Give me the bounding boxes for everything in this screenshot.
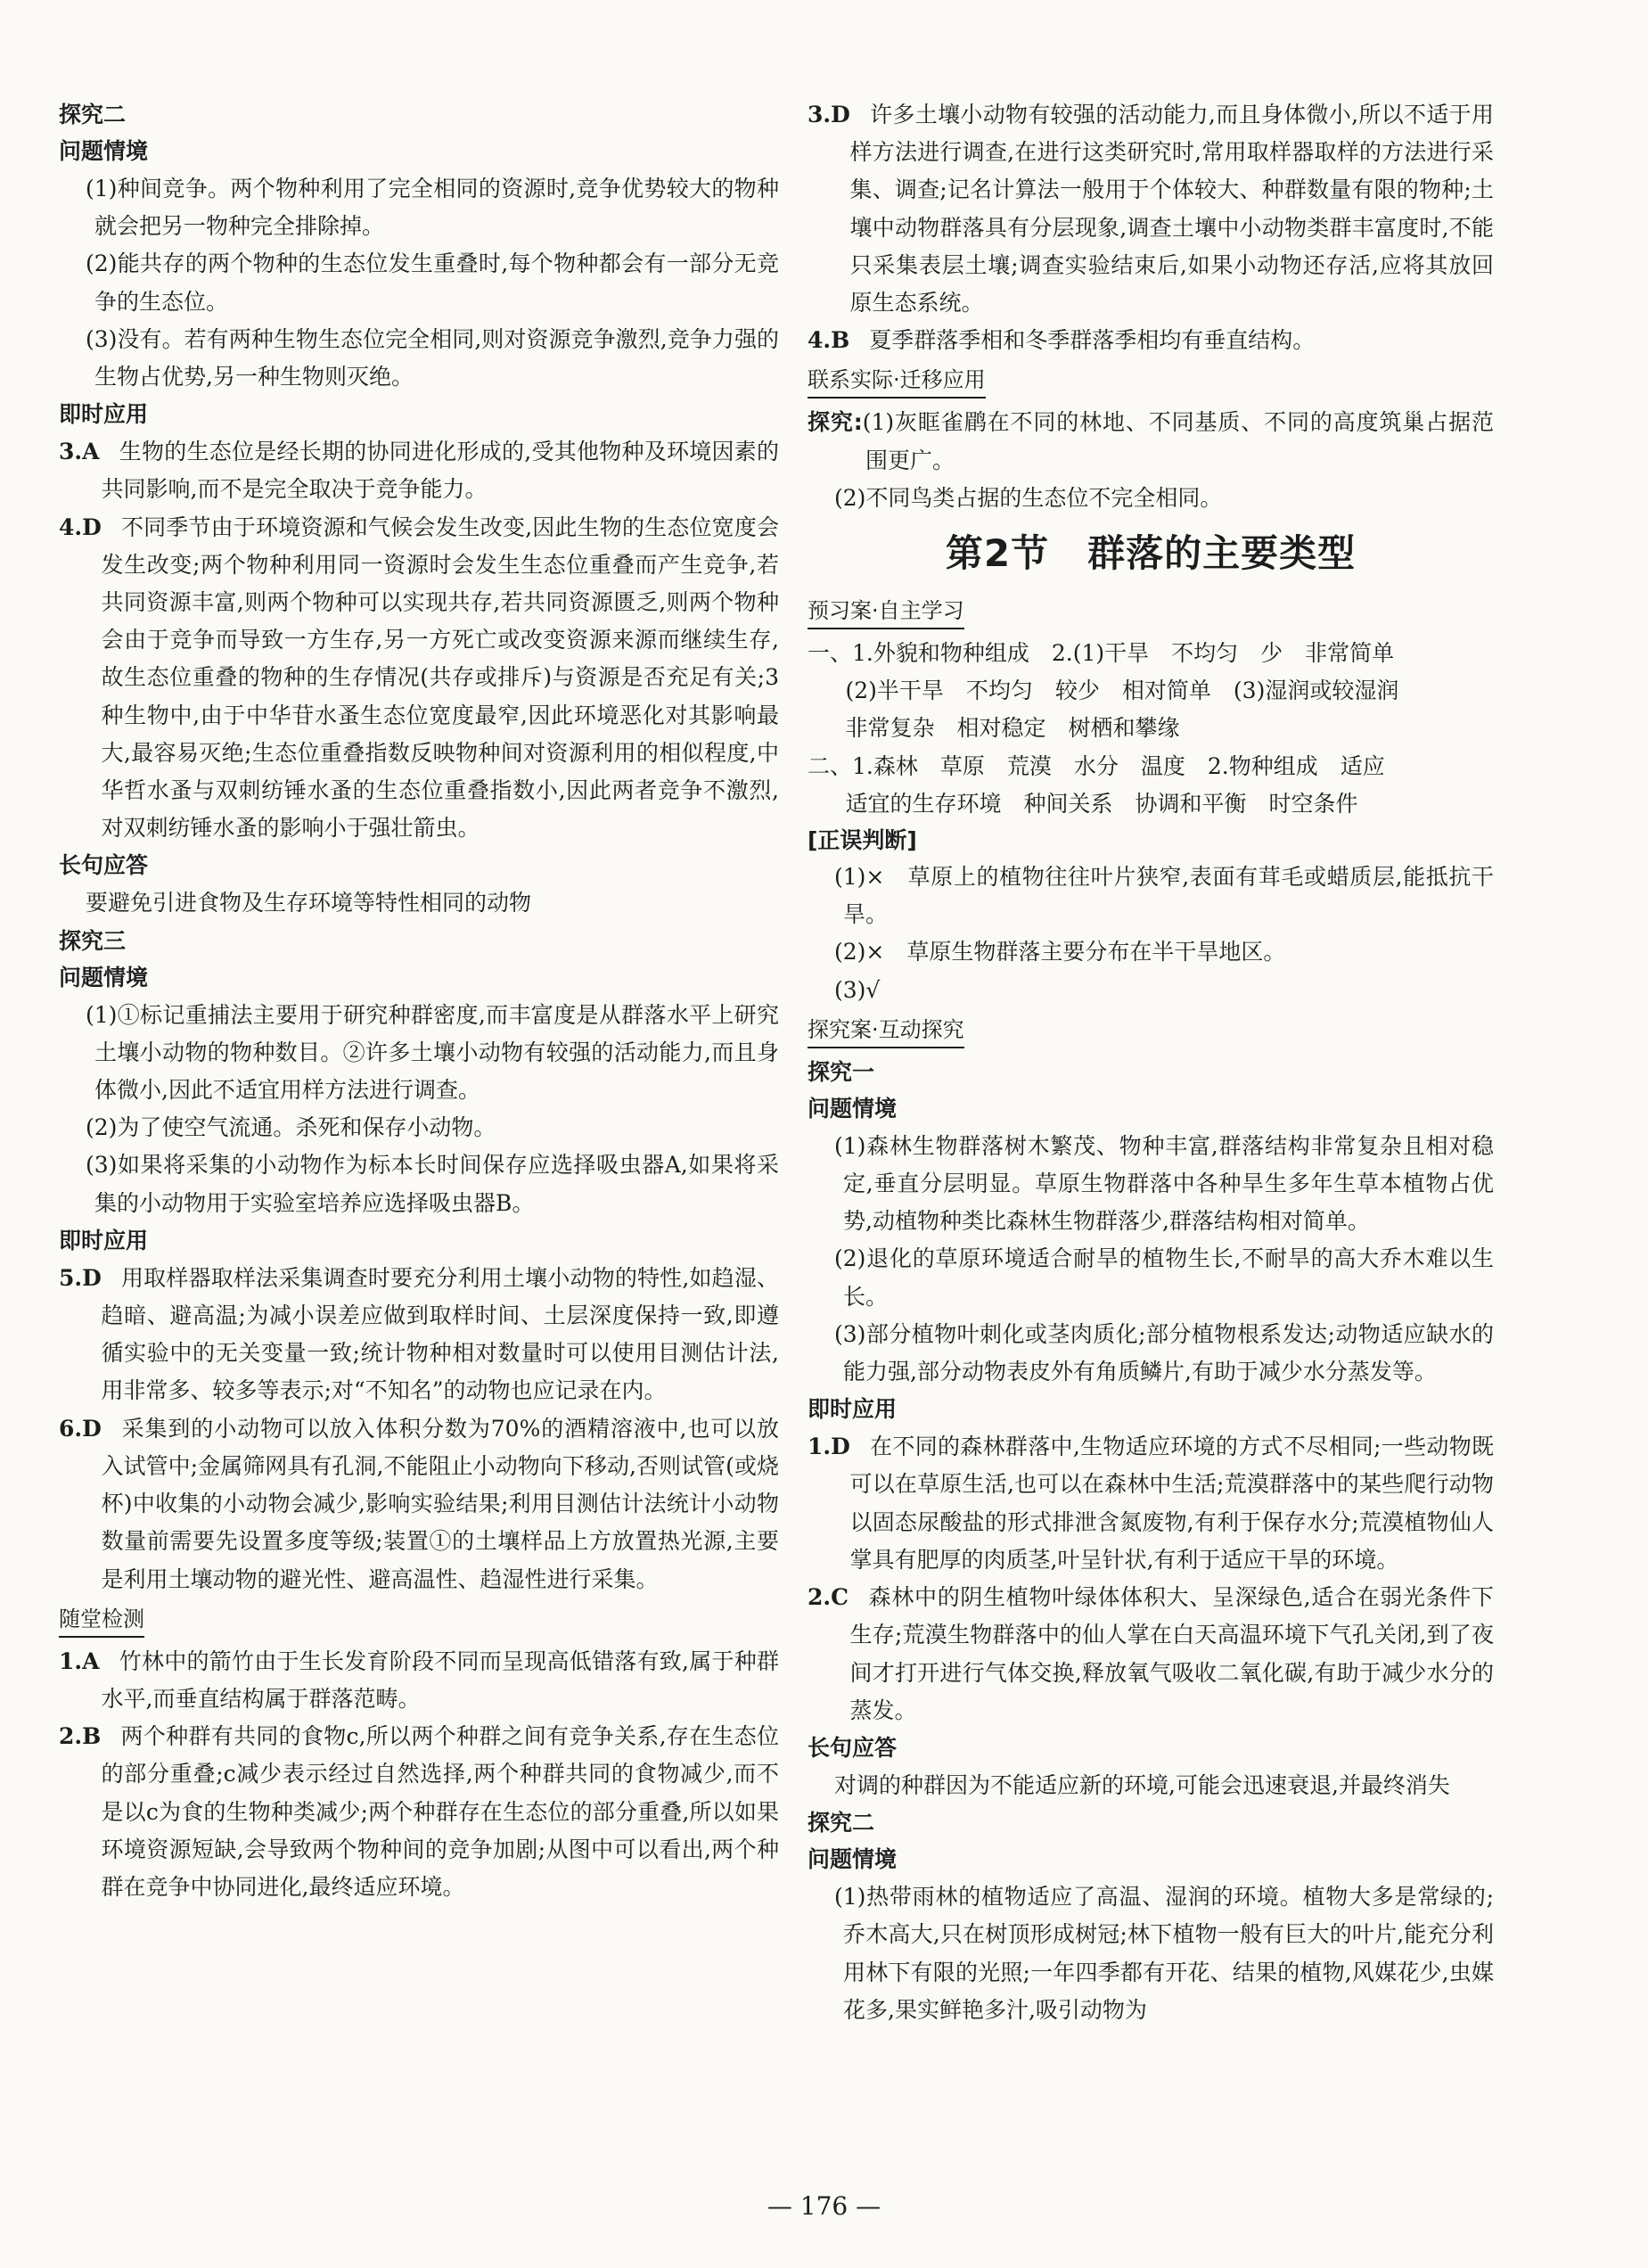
answer-number: 4.B <box>808 327 850 354</box>
answer-item <box>808 322 1494 359</box>
answer-number: 4.D <box>59 514 102 540</box>
answer-text: 生物的生态位是经长期的协同进化形成的,受其他物种及环境因素的共同影响,而不是完全取决于竞争能力。 <box>101 439 779 503</box>
paragraph: (3)如果将采集的小动物作为标本长时间保存应选择吸虫器A,如果将采集的小动物用于实验室培养应选择吸虫器B。 <box>86 1152 779 1216</box>
heading-explore2: 探究二 <box>59 102 127 127</box>
answer-item <box>808 1428 1494 1579</box>
paragraph: (1)①标记重捕法主要用于研究种群密度,而丰富度是从群落水平上研究土壤小动物的物种数目。②许多土壤小动物有较强的活动能力,而且身体微小,因此不适宜用样方法进行调查。 <box>86 1001 779 1104</box>
paragraph-text: (1)灰眶雀鹛在不同的林地、不同基质、不同的高度筑巢占据范围更广。 <box>862 409 1495 473</box>
paragraph: (3)√ <box>834 976 881 1003</box>
answer-number: 3.A <box>59 439 100 465</box>
answer-number: 3.D <box>808 102 850 127</box>
heading-explore1: 探究一 <box>808 1058 875 1085</box>
paragraph: (3)没有。若有两种生物生态位完全相同,则对资源竞争激烈,竞争力强的生物占优势,另一种生物则灭绝。 <box>86 325 779 390</box>
preview-row: 一、1.外貌和物种组成 2.(1)干旱 不均匀 少 非常简单 <box>808 640 1395 667</box>
answer-item <box>59 1643 779 1718</box>
answer-item <box>808 96 1494 322</box>
preview-row: 非常复杂 相对稳定 树栖和攀缘 <box>845 715 1180 742</box>
answer-text: 在不同的森林群落中,生物适应环境的方式不尽相同;一些动物既可以在草原生活,也可以在森林中生活;荒漠群落中的某些爬行动物以固态尿酸盐的形式排泄含氮废物,有利于保存水分;荒漠植物仙人掌具有肥厚的肉质茎,叶呈针状,有利于适应干旱的环境。 <box>849 1434 1494 1573</box>
paragraph: (1)森林生物群落树木繁茂、物种丰富,群落结构非常复杂且相对稳定,垂直分层明显。草原生物群落中各种旱生多年生草本植物占优势,动植物种类比森林生物群落少,群落结构相对简单。 <box>834 1132 1494 1235</box>
preview-row: 适宜的生存环境 种间关系 协调和平衡 时空条件 <box>845 790 1358 817</box>
paragraph: (1)种间竞争。两个物种利用了完全相同的资源时,竞争优势较大的物种就会把另一物种完全排除掉。 <box>86 176 779 240</box>
right-column <box>808 96 1494 2029</box>
answer-text: 不同季节由于环境资源和气候会发生改变,因此生物的生态位宽度会发生改变;两个物种利用同一资源时会发生生态位重叠而产生竞争,若共同资源丰富,则两个物种可以实现共存,若共同资源匮乏,则两个物种会由于竞争而导致一方生存,另一方死亡或改变资源来源而继续生存,故生态位重叠的物种的生存情况(共存或排斥)与资源是否充足有关;3种生物中,由于中华苷水蚤生态位宽度最窄,因此环境恶化对其影响最大,最容易灭绝;生态位重叠指数反映物种间对资源利用的相似程度,中华哲水蚤与双刺纺锤水蚤的生态位重叠指数小,因此两者竞争不激烈,对双刺纺锤水蚤的影响小于强壮箭虫。 <box>101 514 779 842</box>
heading-long-answer: 长句应答 <box>808 1734 898 1761</box>
preview-row: (2)半干旱 不均匀 较少 相对简单 (3)湿润或较湿润 <box>845 678 1399 704</box>
heading-apply: 即时应用 <box>808 1396 898 1423</box>
heading-preview: 预习案·自主学习 <box>808 596 964 629</box>
paragraph: (1)热带雨林的植物适应了高温、湿润的环境。植物大多是常绿的;乔木高大,只在树顶形成树冠;林下植物一般有巨大的叶片,能充分利用林下有限的光照;一年四季都有开花、结果的植物,风媒花少,虫媒花多,果实鲜艳多汁,吸引动物为 <box>834 1884 1494 2023</box>
answer-text: 竹林中的箭竹由于生长发育阶段不同而呈现高低错落有致,属于种群水平,而垂直结构属于群落范畴。 <box>101 1648 779 1712</box>
answer-item <box>59 509 779 848</box>
heading-explore2: 探究二 <box>808 1810 875 1837</box>
heading-apply: 即时应用 <box>59 1227 149 1253</box>
answer-text: 许多土壤小动物有较强的活动能力,而且身体微小,所以不适于用样方法进行调查,在进行这类研究时,常用取样器取样的方法进行采集、调查;记名计算法一般用于个体较大、种群数量有限的物种;土壤中动物群落具有分层现象,调查土壤中小动物类群丰富度时,不能只采集表层土壤;调查实验结束后,如果小动物还存活,应将其放回原生态系统。 <box>849 102 1494 316</box>
heading-classroom-test: 随堂检测 <box>59 1604 144 1638</box>
section-title: 第2节 群落的主要类型 <box>945 531 1357 576</box>
paragraph: 要避免引进食物及生存环境等特性相同的动物 <box>86 890 532 916</box>
heading-practice: 联系实际·迁移应用 <box>808 365 986 399</box>
heading-situation: 问题情境 <box>808 1095 898 1122</box>
paragraph <box>808 404 1494 479</box>
left-column <box>59 96 779 1906</box>
answer-text: 夏季群落季相和冬季群落季相均有垂直结构。 <box>869 327 1316 354</box>
answer-number: 5.D <box>59 1264 102 1291</box>
answer-number: 2.B <box>59 1723 102 1750</box>
heading-judge: [正误判断] <box>808 827 917 854</box>
answer-number: 6.D <box>59 1415 102 1442</box>
answer-item <box>808 1579 1494 1730</box>
paragraph: (2)不同鸟类占据的生态位不完全相同。 <box>834 484 1223 511</box>
preview-row: 二、1.森林 草原 荒漠 水分 温度 2.物种组成 适应 <box>808 752 1385 779</box>
answer-text: 两个种群有共同的食物c,所以两个种群之间有竞争关系,存在生态位的部分重叠;c减少表示经过自然选择,两个种群共同的食物减少,而不是以c为食的生物种类减少;两个种群存在生态位的部分重叠,所以如果环境资源短缺,会导致两个物种间的竞争加剧;从图中可以看出,两个种群在竞争中协同进化,最终适应环境。 <box>101 1723 779 1900</box>
heading-situation: 问题情境 <box>808 1846 898 1873</box>
answer-item <box>59 1718 779 1906</box>
paragraph: (3)部分植物叶刺化或茎肉质化;部分植物根系发达;动物适应缺水的能力强,部分动物表皮外有角质鳞片,有助于减少水分蒸发等。 <box>834 1320 1494 1385</box>
answer-text: 用取样器取样法采集调查时要充分利用土壤小动物的特性,如趋湿、趋暗、避高温;为减小误差应做到取样时间、土层深度保持一致,即遵循实验中的无关变量一致;统计物种相对数量时可以使用目测估计法,用非常多、较多等表示;对“不知名”的动物也应记录在内。 <box>101 1264 779 1404</box>
paragraph: 对调的种群因为不能适应新的环境,可能会迅速衰退,并最终消失 <box>834 1771 1450 1798</box>
heading-situation: 问题情境 <box>59 138 149 164</box>
answer-number: 1.D <box>808 1434 850 1460</box>
heading-situation: 问题情境 <box>59 964 149 990</box>
label-explore: 探究: <box>808 409 863 436</box>
paragraph: (2)× 草原生物群落主要分布在半干旱地区。 <box>834 939 1286 966</box>
heading-explore3: 探究三 <box>59 927 127 954</box>
heading-explore-case: 探究案·互动探究 <box>808 1015 964 1048</box>
answer-text: 森林中的阴生植物叶绿体体积大、呈深绿色,适合在弱光条件下生存;荒漠生物群落中的仙人掌在白天高温环境下气孔关闭,到了夜间才打开进行气体交换,释放氧气吸收二氧化碳,有助于减少水分的蒸发。 <box>849 1584 1494 1723</box>
paragraph: (2)为了使空气流通。杀死和保存小动物。 <box>86 1114 496 1141</box>
paragraph: (2)退化的草原环境适合耐旱的植物生长,不耐旱的高大乔木难以生长。 <box>834 1245 1494 1310</box>
answer-number: 2.C <box>808 1584 849 1611</box>
answer-item <box>59 1260 779 1410</box>
answer-text: 采集到的小动物可以放入体积分数为70%的酒精溶液中,也可以放入试管中;金属筛网具有孔洞,不能阻止小动物向下移动,否则试管(或烧杯)中收集的小动物会减少,影响实验结果;利用目测估计法统计小动物数量前需要先设置多度等级;装置①的土壤样品上方放置热光源,主要是利用土壤动物的避光性、避高温性、趋湿性进行采集。 <box>101 1415 779 1592</box>
paragraph: (2)能共存的两个物种的生态位发生重叠时,每个物种都会有一部分无竞争的生态位。 <box>86 251 779 315</box>
paragraph: (1)× 草原上的植物往往叶片狭窄,表面有茸毛或蜡质层,能抵抗干旱。 <box>834 864 1494 928</box>
answer-number: 1.A <box>59 1648 100 1674</box>
answer-item <box>59 1410 779 1598</box>
heading-apply: 即时应用 <box>59 401 149 428</box>
page-number: — 176 — <box>767 2191 881 2221</box>
heading-long-answer: 长句应答 <box>59 852 149 879</box>
answer-item <box>59 433 779 508</box>
